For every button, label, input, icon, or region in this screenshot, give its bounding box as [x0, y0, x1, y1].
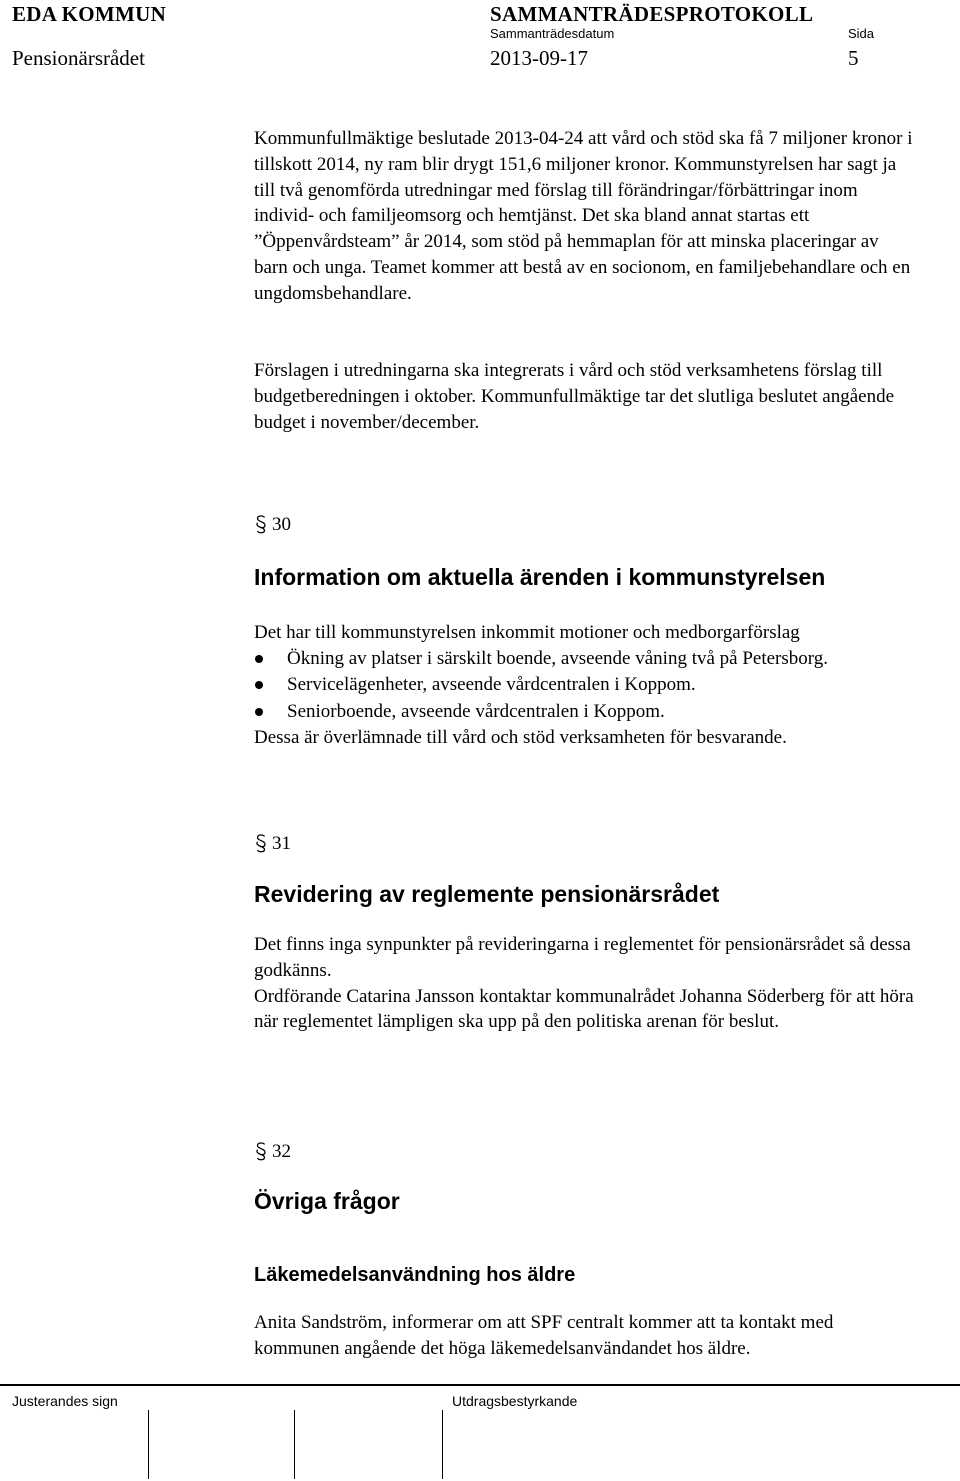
intro-paragraph-1: Kommunfullmäktige beslutade 2013-04-24 att vård och stöd ska få 7 miljoner kronor i tillskott 2014, ny ram blir drygt 151,6 miljoner kronor. Kommunstyrelsen har sagt ja till två genomförda utredningar med förslag till förändringar/förbättringar inom individ- och familjeomsorg och hemtjänst. Det ska bland annat startas ett ”Öppenvårdsteam” år 2014, som stöd på hemmaplan för att minska placeringar av barn och unga. Teamet kommer att bestå av en socionom, en familjebehandlare och en ungdomsbehandlare. [254, 128, 913, 304]
section-sign-icon [254, 1141, 268, 1161]
section-31-body [254, 932, 914, 1035]
section-31-paragraph-2: Ordförande Catarina Jansson kontaktar kommunalrådet Johanna Söderberg för att höra när reglementet lämpligen ska upp på den politiska arenan för beslut. [254, 985, 914, 1033]
section-32-number [254, 1141, 291, 1163]
signature-box-divider [148, 1410, 149, 1479]
section-number: 31 [272, 833, 291, 854]
page-label: Sida [848, 26, 875, 41]
section-30-number [254, 514, 291, 536]
section-30-lead: Det har till kommunstyrelsen inkommit motioner och medborgarförslag [254, 622, 800, 643]
section-30-closing: Dessa är överlämnade till vård och stöd verksamheten för besvarande. [254, 727, 787, 749]
council-name: Pensionärsrådet [12, 46, 145, 70]
footer-extract-label: Utdragsbestyrkande [452, 1393, 578, 1409]
section-32-paragraph-1: Anita Sandström, informerar om att SPF centralt kommer att ta kontakt med kommunen angående det höga läkemedelsanvändandet hos äldre. [254, 1312, 834, 1359]
section-30-bullet-list [254, 646, 914, 726]
footer-sign-label: Justerandes sign [12, 1393, 118, 1409]
section-31-title: Revidering av reglemente pensionärsrådet [254, 881, 720, 907]
meeting-date: 2013-09-17 [490, 46, 588, 70]
list-item: Ökning av platser i särskilt boende, avseende våning två på Petersborg. [254, 646, 914, 673]
section-32-body [254, 1310, 914, 1362]
meeting-date-label: Sammanträdesdatum [490, 26, 615, 41]
section-32-subtitle: Läkemedelsanvändning hos äldre [254, 1264, 576, 1286]
section-32-title: Övriga frågor [254, 1188, 400, 1214]
footer-divider [0, 1384, 960, 1386]
document-type: SAMMANTRÄDESPROTOKOLL [490, 2, 814, 26]
section-31-number [254, 833, 291, 855]
list-item: Servicelägenheter, avseende vårdcentralen i Koppom. [254, 672, 914, 699]
section-30-title: Information om aktuella ärenden i kommunstyrelsen [254, 564, 826, 590]
signature-box-divider [442, 1410, 443, 1479]
list-item: Seniorboende, avseende vårdcentralen i Koppom. [254, 699, 914, 726]
section-sign-icon [254, 514, 268, 534]
page-number: 5 [848, 46, 859, 70]
section-number: 32 [272, 1141, 291, 1162]
section-30-body [254, 620, 914, 751]
section-31-paragraph-1: Det finns inga synpunkter på revideringarna i reglementet för pensionärsrådet så dessa godkänns. [254, 934, 911, 981]
section-sign-icon [254, 833, 268, 853]
organization-name: EDA KOMMUN [12, 2, 167, 26]
intro-paragraph-2: Förslagen i utredningarna ska integrerats i vård och stöd verksamhetens förslag till budgetberedningen i oktober. Kommunfullmäktige tar det slutliga beslutet angående budget i november/december. [254, 360, 895, 433]
signature-box-divider [294, 1410, 295, 1479]
section-number: 30 [272, 514, 291, 535]
